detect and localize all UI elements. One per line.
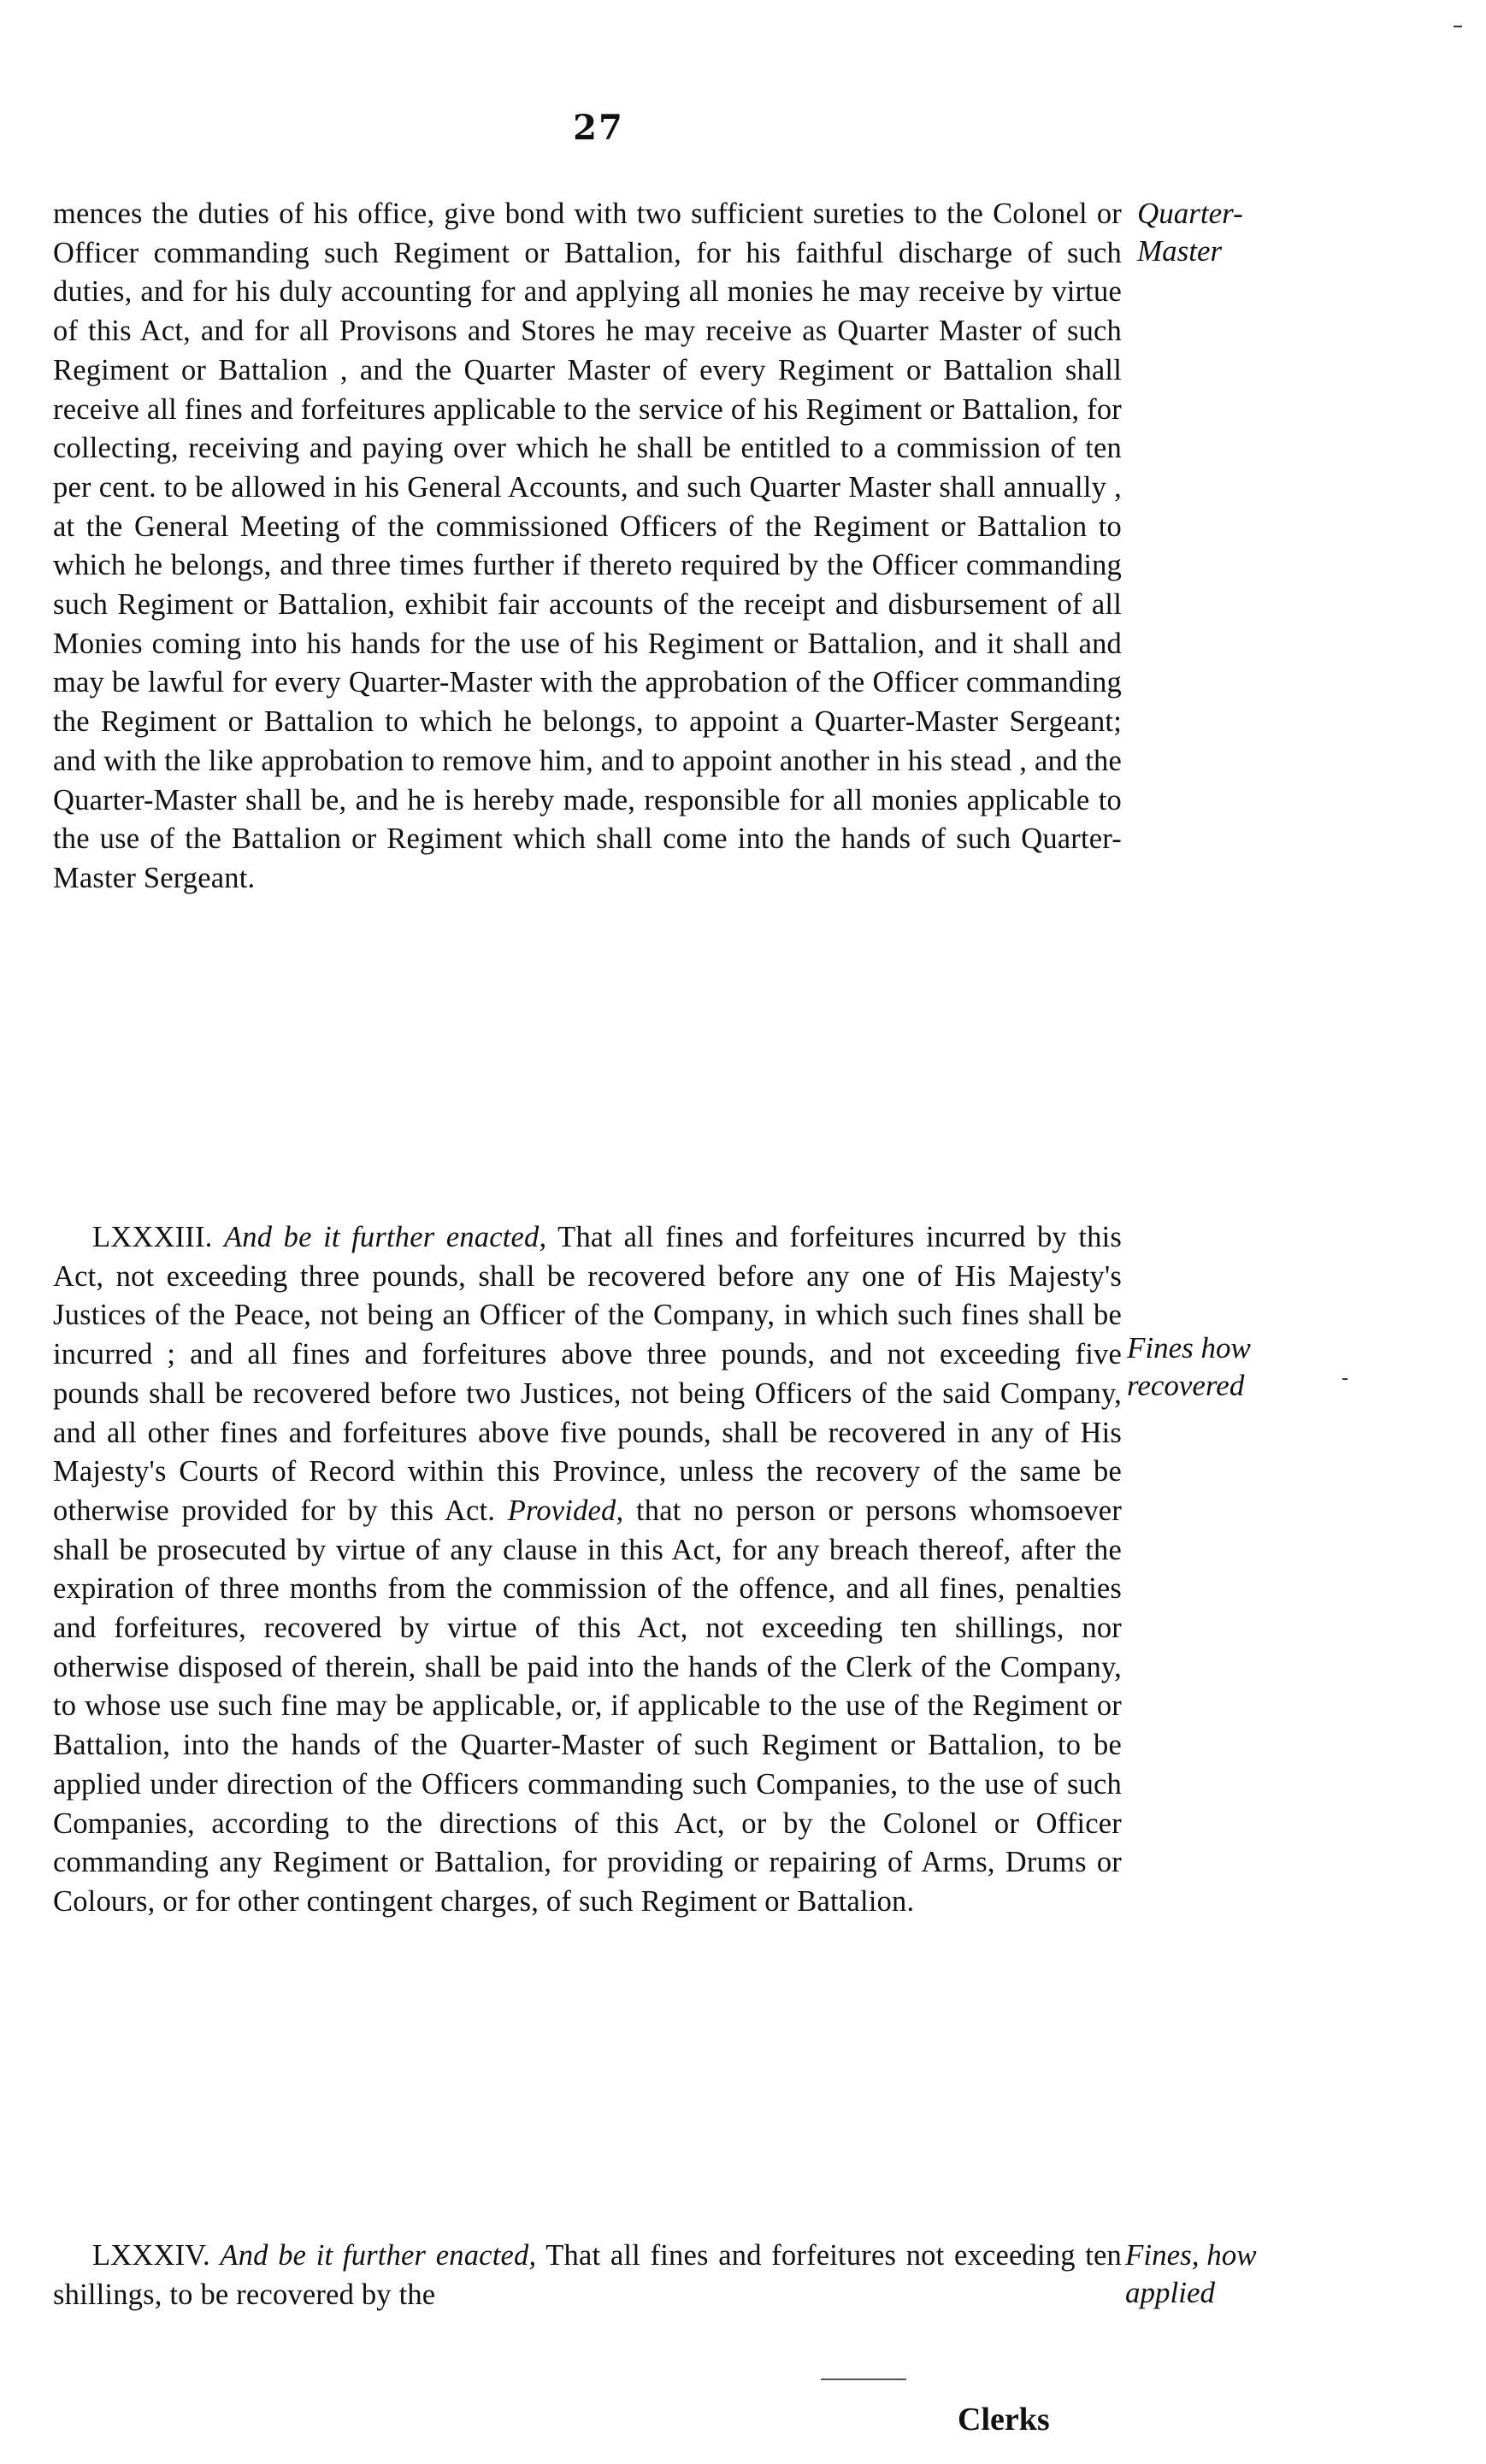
section-numeral: LXXXIII. — [92, 1221, 213, 1253]
enacting-clause: And be it further enacted, — [224, 1221, 547, 1253]
page-number: 27 — [573, 108, 624, 148]
margin-note-text: Quarter-Master — [1137, 197, 1243, 268]
paragraph-text: mences the duties of his office, give bond with two sufficient sureties to the Colonel or Officer commanding such Regiment or Battalion, for his faithful discharge of such duties, and for his duly accounting for and applying all monies he may receive by virtue of this Act, and for all Provisons and Stores he may receive as Quarter Master of such Regiment or Battalion , and the Quarter Master of every Regiment or Battalion shall receive all fines and forfeitures applicable to the service of his Regiment or Battalion, for collecting, receiving and paying over which he shall be entitled to a commission of ten per cent. to be allowed in his General Accounts, and such Quarter Master shall annually , at the General Meeting of the commissioned Officers of the Regiment or Battalion to which he belongs, and three times further if thereto required by the Officer commanding such Regiment or Battalion, exhibit fair accounts of the receipt and disbursement of all Monies coming into his hands for the use of his Regiment or Battalion, and it shall and may be lawful for every Quarter-Master with the approbation of the Officer commanding the Regiment or Battalion to which he belongs, to appoint a Quarter-Master Sergeant; and with the like approbation to remove him, and to appoint another in his stead , and the Quarter-Master shall be, and he is hereby made, responsible for all monies applicable to the use of the Battalion or Regiment which shall come into the hands of such Quarter-Master Sergeant. — [53, 197, 1122, 894]
catchword: Clerks — [958, 2402, 1050, 2437]
edge-speck — [1342, 1378, 1347, 1380]
margin-note-fines-recovered — [1127, 1329, 1289, 1405]
margin-note-quarter-master — [1137, 195, 1257, 270]
catchword-rule — [821, 2379, 906, 2380]
proviso-text: that no person or persons whomsoever shall be prosecuted by virtue of any clause in this Act, for any breach thereof, after the expiration of three months from the commission of the offence, and all fines, penalties and forfeitures, recovered by virtue of this Act, not exceeding ten shillings, nor otherwise disposed of therein, shall be paid into the hands of the Clerk of the Company, to whose use such fine may be applicable, or, if applicable to the use of the Regiment or Battalion, into the hands of the Quarter-Master of such Regiment or Battalion, to be applied under direction of the Officers commanding such Companies, to the use of such Companies, according to the directions of this Act, or by the Colonel or Officer commanding any Regiment or Battalion, for providing or repairing of Arms, Drums or Colours, or for other contingent charges, of such Regiment or Battalion. — [53, 1494, 1123, 1918]
proviso-word: Provided, — [507, 1494, 624, 1527]
enacting-clause: And be it further enacted, — [220, 2239, 537, 2272]
paragraph-quarter-master-duties — [53, 195, 1122, 899]
edge-speck — [1454, 26, 1462, 27]
margin-note-text: Fines, how applied — [1125, 2238, 1257, 2309]
section-numeral: LXXXIV. — [92, 2239, 210, 2272]
section-lxxxiv — [53, 2237, 1122, 2314]
section-lxxxiii — [53, 1218, 1122, 1922]
section-text: That all fines and forfeitures incurred by this Act, not exceeding three pounds, shall be recovered before any one of His Majesty's Justices of the Peace, not being an Officer of the Company, in which such fines shall be incurred ; and all fines and forfeitures above three pounds, and not exceeding five pounds shall be recovered before two Justices, not being Officers of the said Company, and all other fines and forfeitures above five pounds, shall be recovered in any of His Majesty's Courts of Record within this Province, unless the recovery of the same be otherwise provided for by this Act. — [53, 1221, 1123, 1527]
margin-note-text: Fines how recovered — [1127, 1331, 1251, 1402]
section-text: That all fines and forfeitures not exceeding ten shillings, to be recovered by the — [53, 2239, 1122, 2311]
margin-note-fines-applied — [1125, 2237, 1288, 2312]
